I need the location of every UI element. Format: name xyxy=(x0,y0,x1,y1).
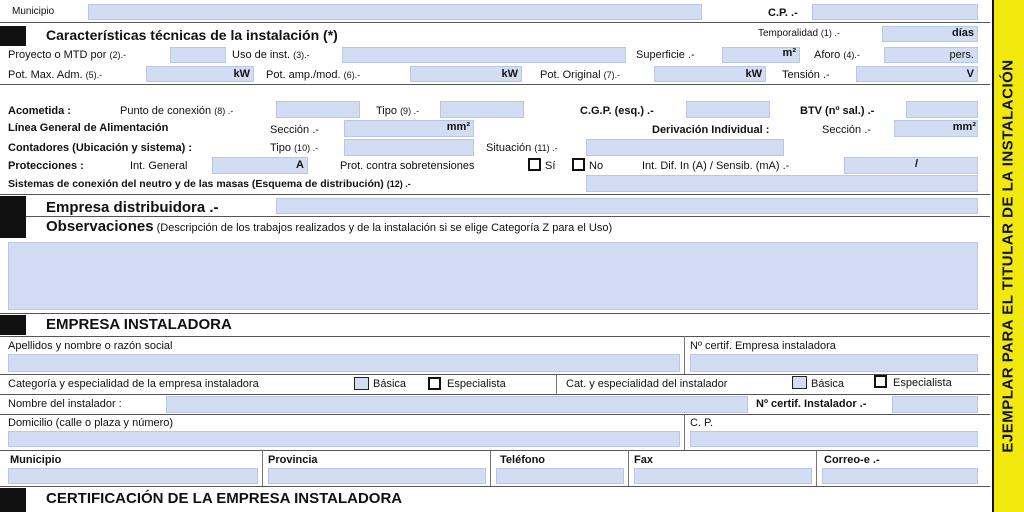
mm2-unit: mm² xyxy=(446,121,470,133)
no-checkbox[interactable] xyxy=(572,158,585,171)
apellidos-field[interactable] xyxy=(8,354,680,372)
seccion-label: Sección .- xyxy=(270,124,319,136)
tipo-contador-label: Tipo (10) .- xyxy=(270,142,319,154)
provincia-label: Provincia xyxy=(268,454,318,466)
punto-conexion-field[interactable] xyxy=(276,101,360,118)
observaciones-field[interactable] xyxy=(8,242,978,310)
temporalidad-label: Temporalidad (1) .- xyxy=(758,28,840,39)
tipo-contador-field[interactable] xyxy=(344,139,474,156)
proyecto-label: Proyecto o MTD por (2).- xyxy=(8,49,126,61)
protecciones-label: Protecciones : xyxy=(8,160,84,172)
tipo-acometida-field[interactable] xyxy=(440,101,524,118)
cgp-field[interactable] xyxy=(686,101,770,118)
pot-orig-label: Pot. Original (7).- xyxy=(540,69,621,81)
apellidos-label: Apellidos y nombre o razón social xyxy=(8,340,173,352)
linea-general-label: Línea General de Alimentación xyxy=(8,122,169,134)
cp-instalador-field[interactable] xyxy=(690,431,978,447)
basica-label: Básica xyxy=(373,378,407,390)
kw-unit: kW xyxy=(233,68,250,80)
especialista-checkbox[interactable] xyxy=(428,377,441,390)
observaciones-heading: Observaciones (Descripción de los trabajos realizados y de la instalación si se elige Categoría Z para el Uso) xyxy=(46,218,613,235)
divider xyxy=(628,450,629,486)
nombre-instalador-label: Nombre del instalador : xyxy=(8,398,122,410)
cp-label: C.P. .- xyxy=(768,7,798,19)
pot-max-label: Pot. Max. Adm. (5).- xyxy=(8,69,103,81)
divider xyxy=(556,374,557,394)
dias-unit: días xyxy=(951,27,974,39)
int-dif-label: Int. Dif. In (A) / Sensib. (mA) .- xyxy=(642,160,790,172)
situacion-label: Situación (11) .- xyxy=(486,142,558,154)
punto-conexion-label: Punto de conexión (8) .- xyxy=(120,105,234,117)
acometida-label: Acometida : xyxy=(8,105,71,117)
no-label: No xyxy=(589,160,604,172)
divider xyxy=(684,336,685,374)
telefono-field[interactable] xyxy=(496,468,624,484)
cp-instalador-label: C. P. xyxy=(690,417,714,429)
btv-field[interactable] xyxy=(906,101,978,118)
divider xyxy=(0,486,990,487)
si-checkbox[interactable] xyxy=(528,158,541,171)
v-unit: V xyxy=(966,68,974,80)
si-label: Sí xyxy=(545,160,556,172)
btv-label: BTV (nº sal.) .- xyxy=(800,105,875,117)
provincia-field[interactable] xyxy=(268,468,486,484)
derivacion-label: Derivación Individual : xyxy=(652,124,770,136)
divider xyxy=(0,194,990,195)
section-marker xyxy=(0,196,26,238)
divider xyxy=(0,450,990,451)
pers-unit: pers. xyxy=(949,49,974,61)
basica-checkbox[interactable] xyxy=(354,377,369,390)
correo-field[interactable] xyxy=(822,468,978,484)
cat-instalador-label: Cat. y especialidad del instalador xyxy=(566,378,728,390)
empresa-distribuidora-title: Empresa distribuidora .- xyxy=(46,199,219,216)
sistemas-label: Sistemas de conexión del neutro y de las masas (Esquema de distribución) (12) .- xyxy=(8,178,411,190)
sobretensiones-label: Prot. contra sobretensiones xyxy=(340,160,475,172)
section-marker xyxy=(0,315,26,335)
superficie-label: Superficie .- xyxy=(636,49,695,61)
caracteristicas-title: Características técnicas de la instalación (*) xyxy=(46,27,338,43)
especialista-instalador-label: Especialista xyxy=(893,377,952,389)
domicilio-label: Domicilio (calle o plaza y número) xyxy=(8,417,174,429)
aforo-label: Aforo (4).- xyxy=(814,49,860,61)
mm2-unit: mm² xyxy=(952,121,976,133)
divider xyxy=(490,450,491,486)
divider xyxy=(0,336,990,337)
empresa-distribuidora-field[interactable] xyxy=(276,198,978,214)
m2-unit: m² xyxy=(782,47,796,59)
municipio-instalador-label: Municipio xyxy=(10,454,62,466)
section-marker xyxy=(0,488,26,512)
fax-label: Fax xyxy=(634,454,653,466)
divider xyxy=(816,450,817,486)
section-marker xyxy=(0,26,26,46)
basica-instalador-label: Básica xyxy=(811,378,845,390)
certif-instalador-field[interactable] xyxy=(892,396,978,413)
divider xyxy=(0,374,990,375)
kw-unit: kW xyxy=(501,68,518,80)
situacion-field[interactable] xyxy=(586,139,784,156)
municipio-label: Municipio xyxy=(12,6,55,17)
tension-label: Tensión .- xyxy=(782,69,830,81)
basica-instalador-checkbox[interactable] xyxy=(792,376,807,389)
telefono-label: Teléfono xyxy=(500,454,546,466)
uso-label: Uso de inst. (3).- xyxy=(232,49,310,61)
uso-field[interactable] xyxy=(342,47,626,63)
correo-label: Correo-e .- xyxy=(824,454,880,466)
nombre-instalador-field[interactable] xyxy=(166,396,748,413)
empresa-instaladora-title: EMPRESA INSTALADORA xyxy=(46,316,232,333)
municipio-instalador-field[interactable] xyxy=(8,468,258,484)
tipo-acometida-label: Tipo (9) .- xyxy=(376,105,420,117)
divider xyxy=(0,394,990,395)
pot-amp-label: Pot. amp./mod. (6).- xyxy=(266,69,361,81)
divider xyxy=(0,313,990,314)
side-banner-text: EJEMPLAR PARA EL TITULAR DE LA INSTALACIÓN xyxy=(999,59,1017,453)
divider xyxy=(26,216,990,217)
certif-empresa-label: Nº certif. Empresa instaladora xyxy=(690,340,836,352)
sistemas-field[interactable] xyxy=(586,175,978,192)
especialista-instalador-checkbox[interactable] xyxy=(874,375,887,388)
proyecto-field[interactable] xyxy=(170,47,226,63)
categoria-empresa-label: Categoría y especialidad de la empresa instaladora xyxy=(8,378,259,390)
divider xyxy=(0,84,990,85)
certif-empresa-field[interactable] xyxy=(690,354,978,372)
cgp-label: C.G.P. (esq.) .- xyxy=(580,105,654,117)
kw-unit: kW xyxy=(745,68,762,80)
contadores-label: Contadores (Ubicación y sistema) : xyxy=(8,142,192,154)
amp-unit: A xyxy=(296,159,304,171)
int-general-label: Int. General xyxy=(130,160,188,172)
municipio-field[interactable] xyxy=(88,4,702,20)
divider xyxy=(684,414,685,450)
certif-instalador-label: Nº certif. Instalador .- xyxy=(756,398,867,410)
seccion-deriv-label: Sección .- xyxy=(822,124,871,136)
cp-field[interactable] xyxy=(812,4,978,20)
slash-separator: / xyxy=(914,158,918,170)
domicilio-field[interactable] xyxy=(8,431,680,447)
certificacion-title: CERTIFICACIÓN DE LA EMPRESA INSTALADORA xyxy=(46,490,403,507)
divider xyxy=(262,450,263,486)
fax-field[interactable] xyxy=(634,468,812,484)
especialista-label: Especialista xyxy=(447,378,506,390)
divider xyxy=(0,22,990,23)
divider xyxy=(0,414,990,415)
